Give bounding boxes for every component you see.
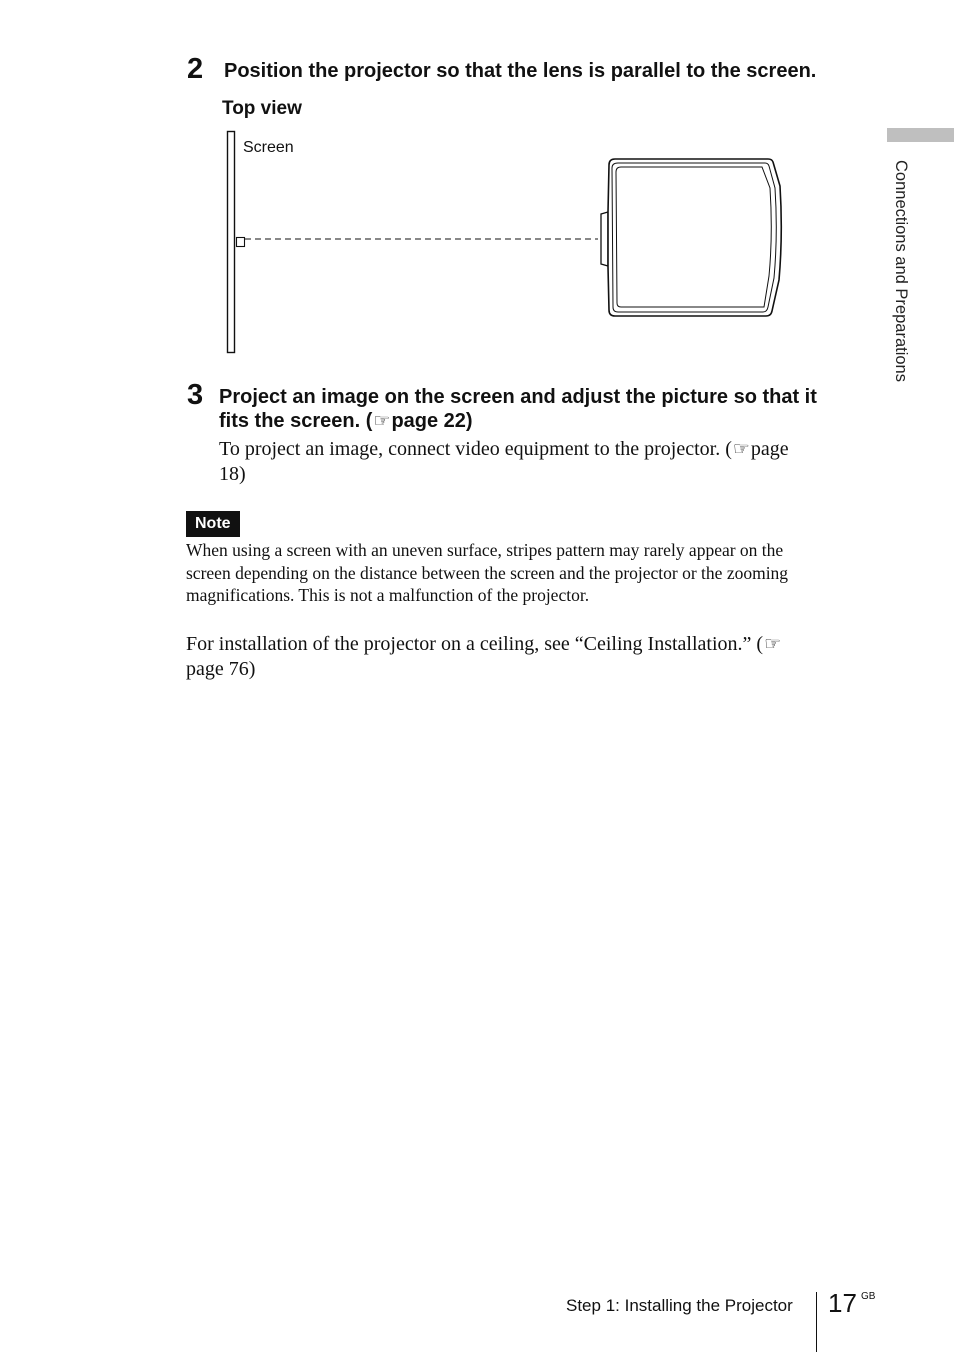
note-badge: Note <box>186 511 240 537</box>
ceiling-paragraph <box>186 632 782 681</box>
note-line-3: magnifications. This is not a malfunction of the projector. <box>186 585 590 605</box>
step-3-body-line-1 <box>219 437 789 462</box>
step-2-number: 2 <box>187 53 204 85</box>
page-number: 17 <box>828 1288 857 1318</box>
top-view-label: Top view <box>222 98 302 119</box>
step-3-number: 3 <box>187 379 204 411</box>
step-3-body-line-1-text: To project an image, connect video equipment to the projector. ( <box>219 438 732 460</box>
note-line-2: screen depending on the distance between the screen and the projector or the zooming <box>186 562 789 583</box>
note-text <box>186 539 788 607</box>
top-view-diagram <box>220 128 800 360</box>
pointing-hand-icon: ☞ <box>373 411 391 432</box>
page-76-reference[interactable]: page 76) <box>186 658 256 680</box>
ceiling-line-1 <box>186 632 782 657</box>
step-3-body <box>219 437 789 486</box>
footer-divider <box>816 1292 817 1352</box>
pointing-hand-icon: ☞ <box>732 439 750 460</box>
step-3-heading-line-1: Project an image on the screen and adjust the picture so that it <box>219 386 817 408</box>
section-tab <box>887 128 954 142</box>
page-18-reference[interactable]: page <box>750 438 789 460</box>
ceiling-line-1-text: For installation of the projector on a ceiling, see “Ceiling Installation.” ( <box>186 633 764 655</box>
screen-center-marker <box>237 238 245 247</box>
step-3-body-line-2: 18) <box>219 463 246 485</box>
screen-label: Screen <box>243 139 294 156</box>
section-side-label: Connections and Preparations <box>892 160 910 382</box>
step-3-heading-line-2 <box>219 409 817 434</box>
footer-section-title: Step 1: Installing the Projector <box>566 1296 793 1315</box>
note-line-1: When using a screen with an uneven surface, stripes pattern may rarely appear on the <box>186 540 784 560</box>
pointing-hand-icon: ☞ <box>764 634 782 655</box>
step-3-heading <box>219 385 817 434</box>
step-3-heading-line-2-text: fits the screen. ( <box>219 410 373 432</box>
projector-shape <box>601 159 781 316</box>
page-22-reference[interactable]: page 22) <box>391 410 473 432</box>
page-region-code: GB <box>861 1291 876 1302</box>
step-2-heading: Position the projector so that the lens is parallel to the screen. <box>224 60 817 82</box>
screen-shape <box>228 132 235 353</box>
